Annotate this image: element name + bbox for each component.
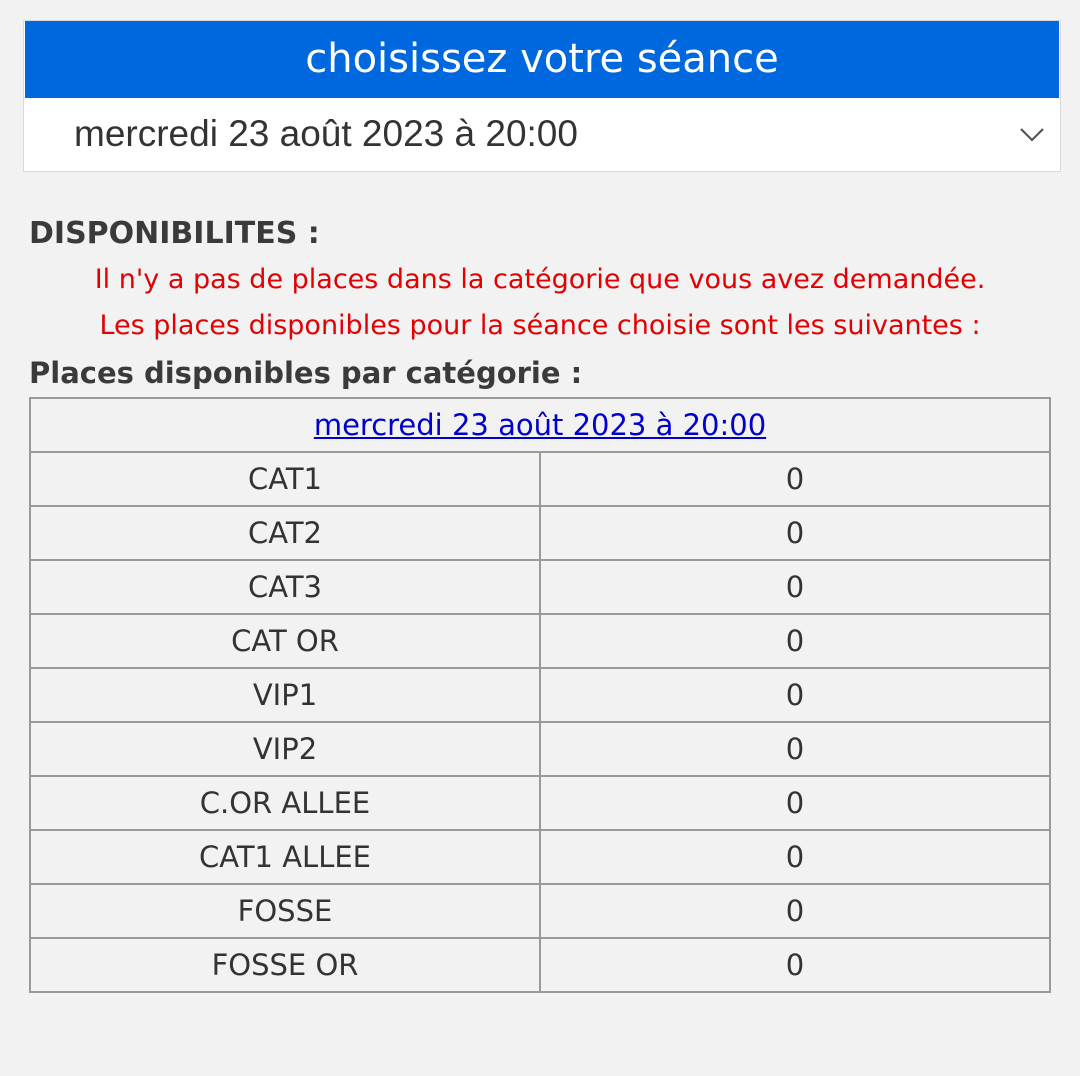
count-cell: 0: [540, 452, 1050, 506]
table-row: [30, 506, 1050, 560]
table-row: [30, 668, 1050, 722]
disponibilites-title: DISPONIBILITES :: [29, 216, 320, 251]
table-row: [30, 452, 1050, 506]
table-row: [30, 722, 1050, 776]
table-row: [30, 938, 1050, 992]
count-cell: 0: [540, 884, 1050, 938]
chevron-down-icon: [1018, 120, 1046, 148]
category-cell: VIP1: [30, 668, 540, 722]
category-cell: CAT2: [30, 506, 540, 560]
seance-selector: [23, 20, 1061, 172]
count-cell: 0: [540, 938, 1050, 992]
category-cell: CAT OR: [30, 614, 540, 668]
category-cell: FOSSE: [30, 884, 540, 938]
no-seats-message: Il n'y a pas de places dans la catégorie que vous avez demandée.: [94, 264, 986, 295]
count-cell: 0: [540, 776, 1050, 830]
table-header-row: [30, 398, 1050, 452]
places-by-category-title: Places disponibles par catégorie :: [29, 356, 583, 390]
available-seats-message: Les places disponibles pour la séance choisie sont les suivantes :: [99, 310, 981, 341]
count-cell: 0: [540, 722, 1050, 776]
availability-table: [29, 397, 1051, 993]
table-row: [30, 560, 1050, 614]
table-row: [30, 884, 1050, 938]
table-row: [30, 614, 1050, 668]
category-cell: FOSSE OR: [30, 938, 540, 992]
date-header-cell: [30, 398, 1050, 452]
count-cell: 0: [540, 614, 1050, 668]
count-cell: 0: [540, 668, 1050, 722]
count-cell: 0: [540, 830, 1050, 884]
seance-selected-value: mercredi 23 août 2023 à 20:00: [74, 113, 578, 154]
category-cell: CAT1: [30, 452, 540, 506]
seance-date-link[interactable]: mercredi 23 août 2023 à 20:00: [313, 408, 767, 442]
category-cell: CAT3: [30, 560, 540, 614]
category-cell: CAT1 ALLEE: [30, 830, 540, 884]
count-cell: 0: [540, 506, 1050, 560]
table-row: [30, 830, 1050, 884]
count-cell: 0: [540, 560, 1050, 614]
seance-dropdown[interactable]: [24, 98, 1060, 172]
seance-header: choisissez votre séance: [25, 21, 1059, 98]
table-row: [30, 776, 1050, 830]
category-cell: VIP2: [30, 722, 540, 776]
category-cell: C.OR ALLEE: [30, 776, 540, 830]
